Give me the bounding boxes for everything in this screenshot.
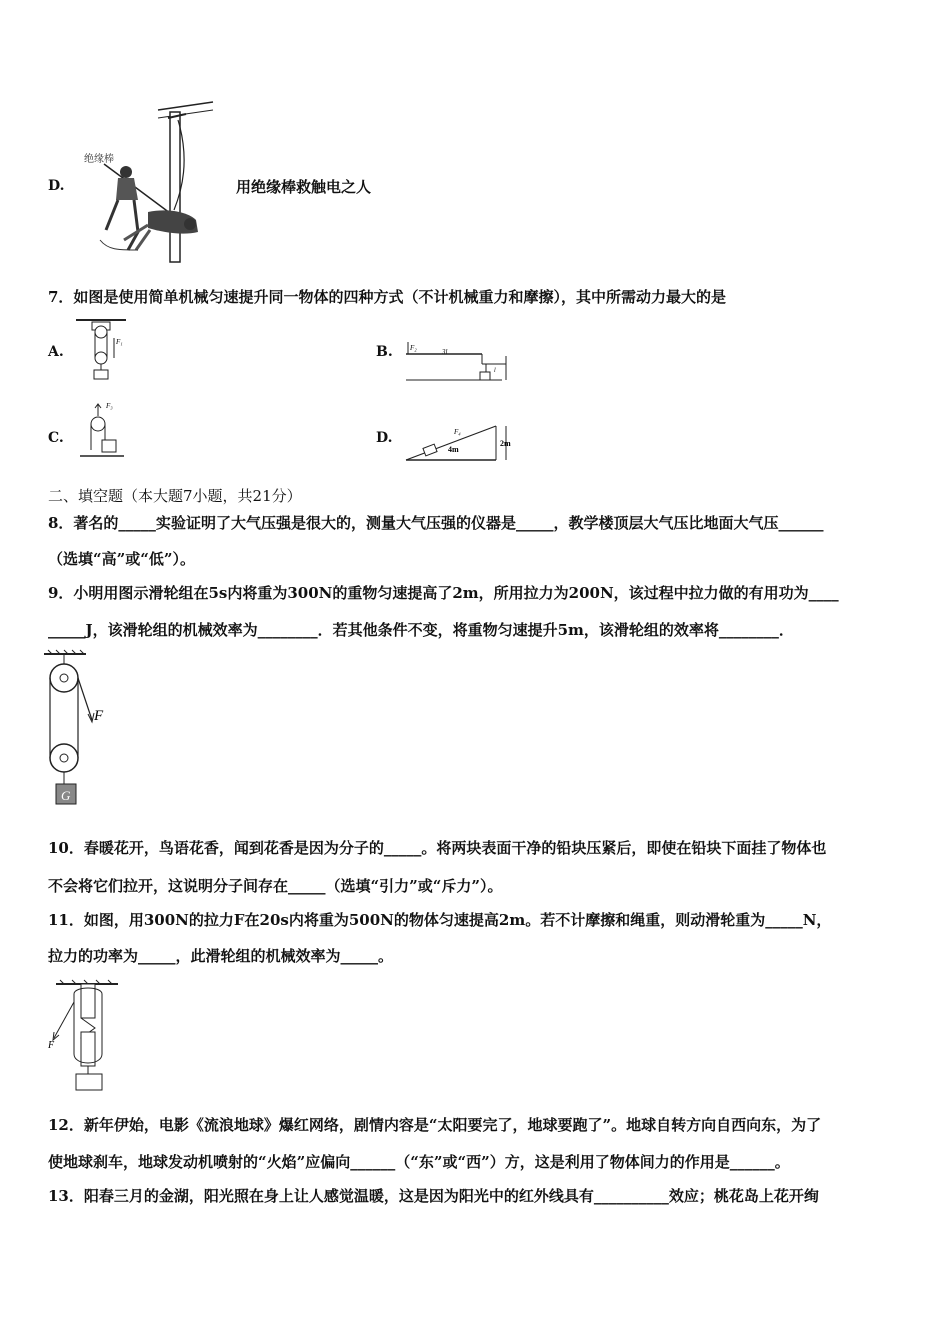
question-10-line1: 10．春暖花开，鸟语花香，闻到花香是因为分子的_____。将两块表面干净的铅块压紧后，即使在铅块下面挂了物体也 <box>48 839 827 857</box>
question-9-line1: 9．小明用图示滑轮组在5s内将重为300N的重物匀速提高了2m，所用拉力为200N，该过程中拉力做的有用功为____ <box>48 584 839 602</box>
option-d-label: D. <box>48 178 65 194</box>
svg-text:2m: 2m <box>500 439 511 448</box>
svg-text:G: G <box>61 788 71 803</box>
svg-text:F: F <box>94 708 104 724</box>
rescue-illustration <box>78 100 218 265</box>
question-7-stem: 7．如图是使用简单机械匀速提升同一物体的四种方式（不计机械重力和摩擦），其中所需动力最大的是 <box>48 288 726 306</box>
option-d-label-q7: D. <box>376 430 393 446</box>
figure-9-pulley-system <box>44 650 114 810</box>
figure-11-pulley-block <box>48 980 128 1095</box>
question-11-line2: 拉力的功率为_____，此滑轮组的机械效率为_____。 <box>48 947 394 965</box>
figure-7a-pulley-block <box>76 318 136 383</box>
question-8-line1: 8．著名的_____实验证明了大气压强是很大的，测量大气压强的仪器是_____，教学楼顶层大气压比地面大气压______ <box>48 514 824 532</box>
question-13-line1: 13．阳春三月的金湖，阳光照在身上让人感觉温暖，这是因为阳光中的红外线具有__________效应；桃花岛上花开绚 <box>48 1187 819 1205</box>
svg-text:F₄: F₄ <box>454 428 461 436</box>
question-8-line2: （选填“高”或“低”）。 <box>48 550 196 568</box>
option-b-label: B. <box>376 344 393 360</box>
figure-7c-fixed-pulley <box>76 400 136 462</box>
option-d-text: 用绝缘棒救触电之人 <box>236 178 372 196</box>
figure-7d-inclined-plane <box>402 420 522 464</box>
question-10-line2: 不会将它们拉开，这说明分子间存在_____（选填“引力”或“斥力”）。 <box>48 877 503 895</box>
svg-text:l: l <box>494 368 496 374</box>
svg-text:3l: 3l <box>442 348 448 356</box>
question-12-line2: 使地球刹车，地球发动机喷射的“火焰”应偏向______（“东”或“西”）方，这是利用了物体间力的作用是______。 <box>48 1153 790 1171</box>
question-9-line2: _____J，该滑轮组的机械效率为________．若其他条件不变，将重物匀速提升5m，该滑轮组的效率将________． <box>48 621 794 639</box>
svg-text:F₂: F₂ <box>410 344 417 352</box>
question-12-line1: 12．新年伊始，电影《流浪地球》爆红网络，剧情内容是“太阳要完了，地球要跑了”。地球自转方向自西向东，为了 <box>48 1116 822 1134</box>
question-11-line1: 11．如图，用300N的拉力F在20s内将重为500N的物体匀速提高2m。若不计摩擦和绳重，则动滑轮重为_____N， <box>48 911 832 929</box>
svg-text:F₁: F₁ <box>116 338 123 346</box>
option-c-label: C. <box>48 430 64 446</box>
svg-text:F₃: F₃ <box>106 402 113 410</box>
option-a-label: A. <box>48 344 64 360</box>
insulated-rod-label: 绝缘棒 <box>84 154 114 165</box>
figure-7b-lever <box>402 340 512 385</box>
section-heading: 二、填空题（本大题7小题，共21分） <box>48 487 302 505</box>
svg-text:F: F <box>48 1040 55 1051</box>
svg-text:4m: 4m <box>448 445 459 454</box>
